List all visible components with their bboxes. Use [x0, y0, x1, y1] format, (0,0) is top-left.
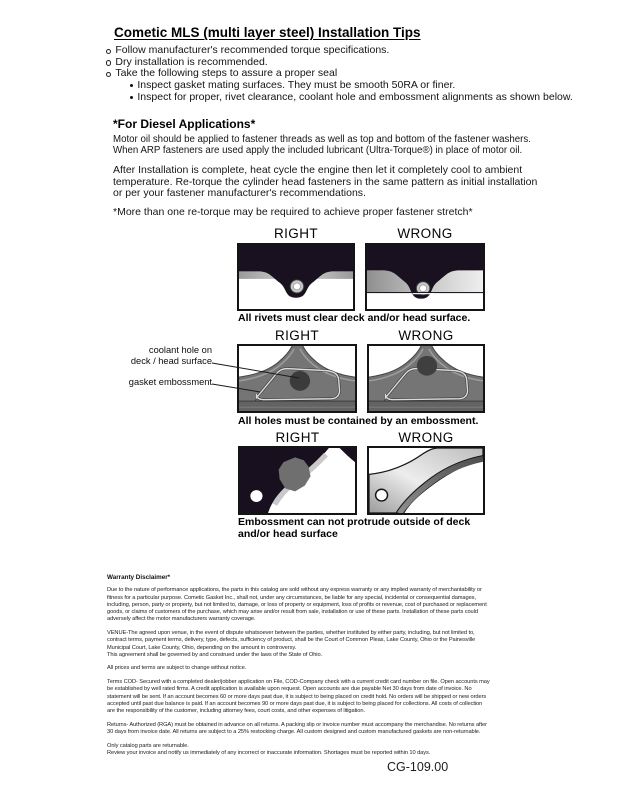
open-bullet-icon [106, 49, 111, 54]
diagram-caption: All rivets must clear deck and/or head surface. [238, 312, 471, 324]
legal-line: contract terms, payment terms, delivery, type, defects, sufficiency of product, shall be the Court of Common Pleas, Lake County, Ohio or the Painesville [107, 637, 476, 644]
coolant-right-diagram [239, 346, 355, 411]
embossment-wrong-panel [367, 446, 485, 515]
legal-line: goods, or claims of customers of the purchase, which may arise and/or result from sale, installation or use of these parts. Installation of these parts could [107, 609, 478, 616]
rivet-right-panel [237, 243, 355, 311]
wrong-label: WRONG [398, 328, 454, 343]
caption-line: and/or head surface [238, 527, 338, 540]
page-title: Cometic MLS (multi layer steel) Installation Tips [114, 25, 421, 40]
legal-line: 30 days from invoice date. All returns are subject to a 25% restocking charge. All custom designed and custom manufactured gaskets are non-returnable. [107, 728, 481, 735]
paragraph-line: Motor oil should be applied to fastener threads as well as top and bottom of the fastener washers. [113, 134, 531, 145]
coolant-right-panel [237, 344, 357, 413]
legal-line: All prices and terms are subject to change without notice. [107, 665, 247, 672]
sub-list-item [130, 92, 573, 104]
list-item-text: Take the following steps to assure a proper seal [115, 67, 338, 80]
diagram-caption: All holes must be contained by an embossment. [238, 415, 479, 427]
legal-section [107, 574, 527, 763]
legal-line: are the responsibility of the customer, including attorney fees, court costs, and other expenses of litigation. [107, 708, 365, 715]
wrong-label: WRONG [398, 430, 454, 445]
list-item-text: Dry installation is recommended. [115, 55, 268, 68]
diesel-paragraph-1 [113, 134, 531, 157]
embossment-right-diagram [240, 448, 355, 513]
annotation-coolant-label [80, 345, 212, 366]
legal-line: fitness for a particular purpose. Cometic Gasket Inc., shall not, under any circumstances, be liable for any special, incidental or consequential damages, [107, 594, 476, 601]
annotation-text: deck / head surface [130, 355, 212, 366]
coolant-wrong-panel [367, 344, 485, 413]
list-item-text: Inspect gasket mating surfaces. They must be smooth 50RA or finer. [137, 79, 456, 92]
wrong-label: WRONG [397, 226, 453, 241]
diesel-paragraph-2 [113, 165, 537, 200]
legal-line: VENUE-The agreed upon venue, in the event of dispute whatsoever between the parties, whether instituted by either party, including, but not limited to, [107, 630, 475, 637]
installation-tips-list [106, 45, 573, 104]
open-bullet-icon [106, 60, 111, 65]
legal-line: Returns- Authorized (RGA) must be obtained in advance on all returns. A packing slip or invoice number must accompany the merchandise. No returns after [107, 721, 487, 728]
legal-line: be established by well rated firms. A credit application is available upon request. Open accounts are due payable Net 30 days from date of invoice. No [107, 686, 472, 693]
rivet-wrong-panel [365, 243, 485, 311]
legal-line: Terms COD- Secured with a completed dealer/jobber application on File, COD-Company check with a current credit card number on file. Open accounts may [107, 679, 490, 686]
filled-bullet-icon [130, 96, 133, 99]
right-label: RIGHT [275, 328, 319, 343]
diagram-caption [238, 517, 470, 540]
paragraph-line: After Installation is complete, heat cycle the engine then let it completely cool to ambient [113, 164, 523, 176]
list-item-text: Follow manufacturer's recommended torque specifications. [115, 44, 390, 56]
filled-bullet-icon [130, 84, 133, 87]
embossment-wrong-diagram [369, 448, 483, 513]
annotation-text: coolant hole on [148, 345, 212, 355]
legal-line: accepted until past due balance is paid. If an account becomes 90 or more days past due, it is subject to being placed for collections. All costs of collection [107, 700, 483, 707]
list-item-text: Inspect for proper, rivet clearance, coolant hole and embossment alignments as shown below. [137, 90, 573, 103]
open-bullet-icon [106, 72, 111, 77]
coolant-wrong-diagram [369, 346, 483, 411]
retorque-note: *More than one re-torque may be required to achieve proper fastener stretch* [113, 206, 473, 218]
rivet-right-diagram [239, 245, 353, 309]
paragraph-line: or per your fastener manufacturer's recommendations. [113, 187, 366, 199]
legal-line: This agreement shall be governed by and construed under the laws of the State of Ohio. [107, 651, 323, 658]
legal-line: Due to the nature of performance applications, the parts in this catalog are sold without any express warranty or any implied warranty of merchantability or [107, 587, 482, 594]
legal-line: including, person, party or property, but not limited to, damage, or loss of property or equipment, loss of profits or revenue, cost of purchased or replacement [107, 601, 487, 608]
paragraph-line: temperature. Re-torque the cylinder head fasteners in the same pattern as initial installation [113, 175, 538, 188]
rivet-wrong-diagram [367, 245, 483, 309]
legal-line: Municipal Court, Lake County, Ohio, depending on the amount in controversy. [107, 644, 297, 651]
legal-line: Only catalog parts are returnable. [107, 742, 189, 749]
legal-line: adversely affect the motor manufacturers warranty coverage. [107, 616, 256, 623]
right-label: RIGHT [274, 226, 318, 241]
page-code: CG-109.00 [387, 760, 449, 774]
list-item [106, 45, 573, 57]
diesel-heading: *For Diesel Applications* [113, 117, 256, 131]
embossment-right-panel [238, 446, 357, 515]
paragraph-line: When ARP fasteners are used apply the included lubricant (Ultra-Torque®) in place of motor oil. [113, 145, 523, 157]
legal-heading: Warranty Disclaimer* [107, 574, 171, 581]
legal-line: statement will be sent. If an account becomes 60 or more days past due, it is subject to being placed on credit hold. No orders will be shipped or new orders [107, 693, 487, 700]
legal-line: Review your invoice and notify us immediately of any incorrect or inaccurate information. Shortages must be reported within 10 days. [107, 749, 431, 756]
annotation-embossment-label: gasket embossment [128, 377, 212, 387]
right-label: RIGHT [275, 430, 320, 445]
caption-line: Embossment can not protrude outside of deck [238, 516, 471, 528]
